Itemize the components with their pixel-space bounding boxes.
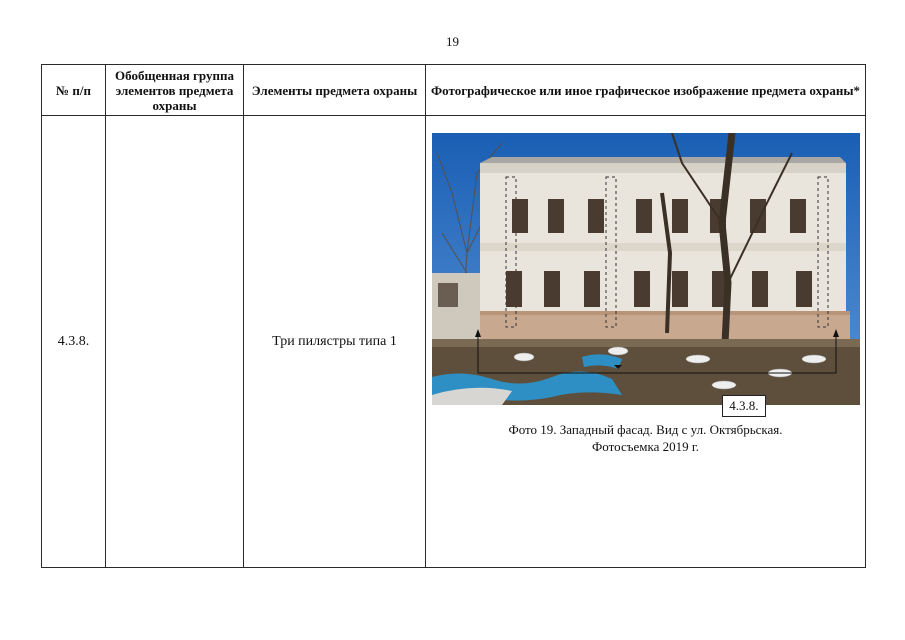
header-image: Фотографическое или иное графическое изображение предмета охраны*: [426, 65, 866, 116]
caption-line-1: Фото 19. Западный фасад. Вид с ул. Октябрьская.: [508, 422, 783, 437]
facade-photo: [432, 133, 860, 405]
marker-label: 4.3.8.: [722, 395, 765, 417]
protection-table: [41, 64, 866, 568]
caption-line-2: Фотосъемка 2019 г.: [592, 439, 699, 454]
header-group: Обобщенная группа элементов предмета охраны: [106, 65, 244, 116]
photo-caption: [426, 421, 865, 455]
row-elements: Три пилястры типа 1: [244, 116, 426, 568]
page-number: 19: [446, 34, 459, 49]
row-num: 4.3.8.: [42, 116, 106, 568]
table-row: [42, 116, 866, 568]
row-group: [106, 116, 244, 568]
header-elements: Элементы предмета охраны: [244, 65, 426, 116]
facade-photo-wrap: [432, 133, 860, 419]
row-image-cell: [426, 116, 866, 568]
header-num: № п/п: [42, 65, 106, 116]
table-header-row: [42, 65, 866, 116]
